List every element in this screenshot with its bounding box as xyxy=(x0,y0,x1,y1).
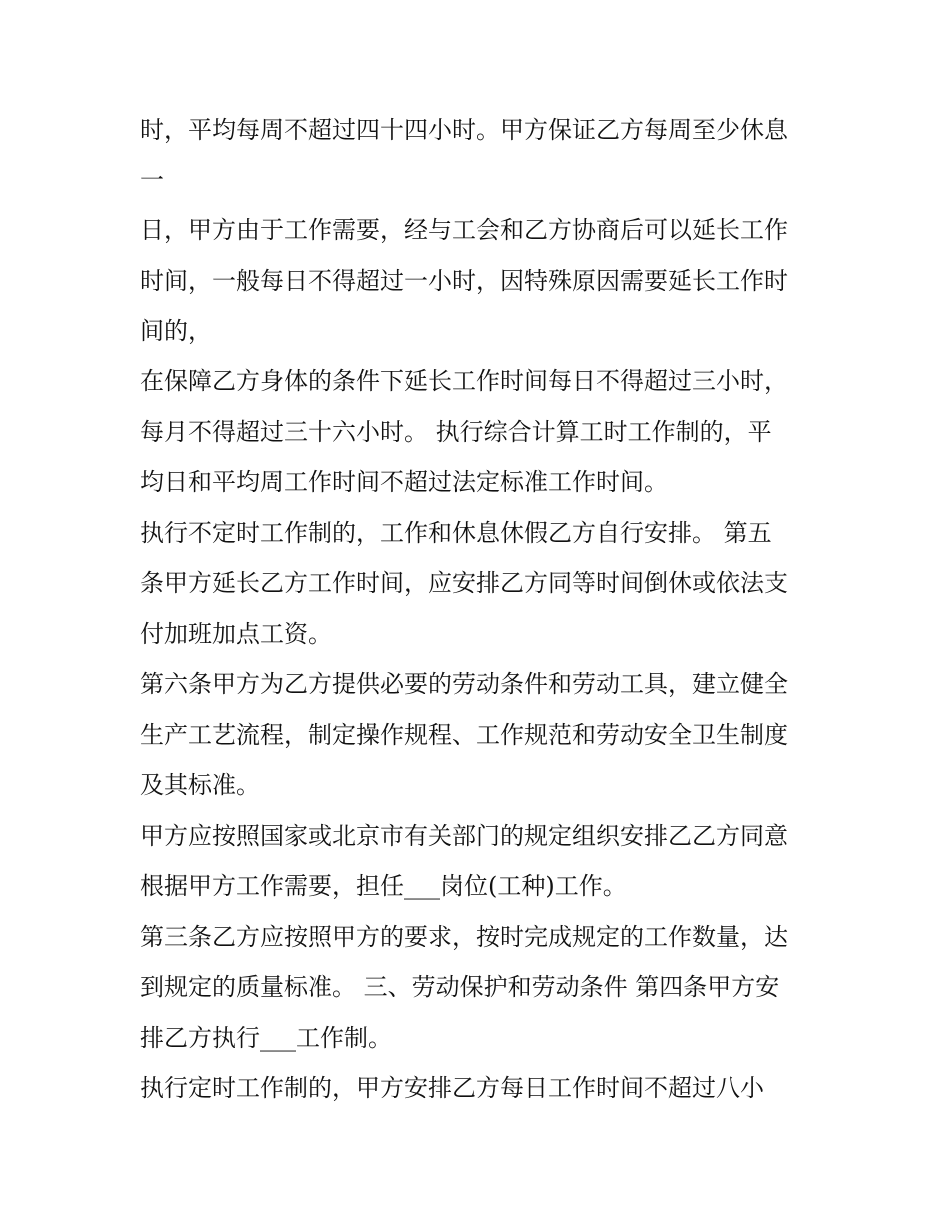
text-line: 根据甲方工作需要，担任___岗位(工种)工作。 xyxy=(140,872,627,900)
text-line: 时间，一般每日不得超过一小时，因特殊原因需要延长工作时 xyxy=(140,267,788,295)
text-line: 第六条甲方为乙方提供必要的劳动条件和劳动工具，建立健全 xyxy=(140,670,788,698)
text-line: 付加班加点工资。 xyxy=(140,620,332,648)
text-line: 生产工艺流程，制定操作规程、工作规范和劳动安全卫生制度 xyxy=(140,721,788,749)
text-line: 日，甲方由于工作需要，经与工会和乙方协商后可以延长工作 xyxy=(140,216,788,244)
text-line: 条甲方延长乙方工作时间，应安排乙方同等时间倒休或依法支 xyxy=(140,569,788,597)
text-line: 执行不定时工作制的，工作和休息休假乙方自行安排。 第五 xyxy=(140,519,772,547)
text-line: 间的， xyxy=(140,317,212,345)
text-line: 均日和平均周工作时间不超过法定标准工作时间。 xyxy=(140,468,668,496)
text-line: 及其标准。 xyxy=(140,771,260,799)
text-line: 排乙方执行___工作制。 xyxy=(140,1024,392,1052)
text-line: 在保障乙方身体的条件下延长工作时间每日不得超过三小时， xyxy=(140,367,788,395)
text-line: 甲方应按照国家或北京市有关部门的规定组织安排乙乙方同意 xyxy=(140,822,788,850)
text-line: 执行定时工作制的，甲方安排乙方每日工作时间不超过八小 xyxy=(140,1074,764,1102)
text-line: 到规定的质量标准。 三、劳动保护和劳动条件 第四条甲方安 xyxy=(140,973,780,1001)
text-line: 第三条乙方应按照甲方的要求，按时完成规定的工作数量，达 xyxy=(140,923,788,951)
text-line: 时，平均每周不超过四十四小时。甲方保证乙方每周至少休息 xyxy=(140,116,788,144)
text-line: 一 xyxy=(140,166,164,194)
text-line: 每月不得超过三十六小时。 执行综合计算工时工作制的，平 xyxy=(140,418,772,446)
